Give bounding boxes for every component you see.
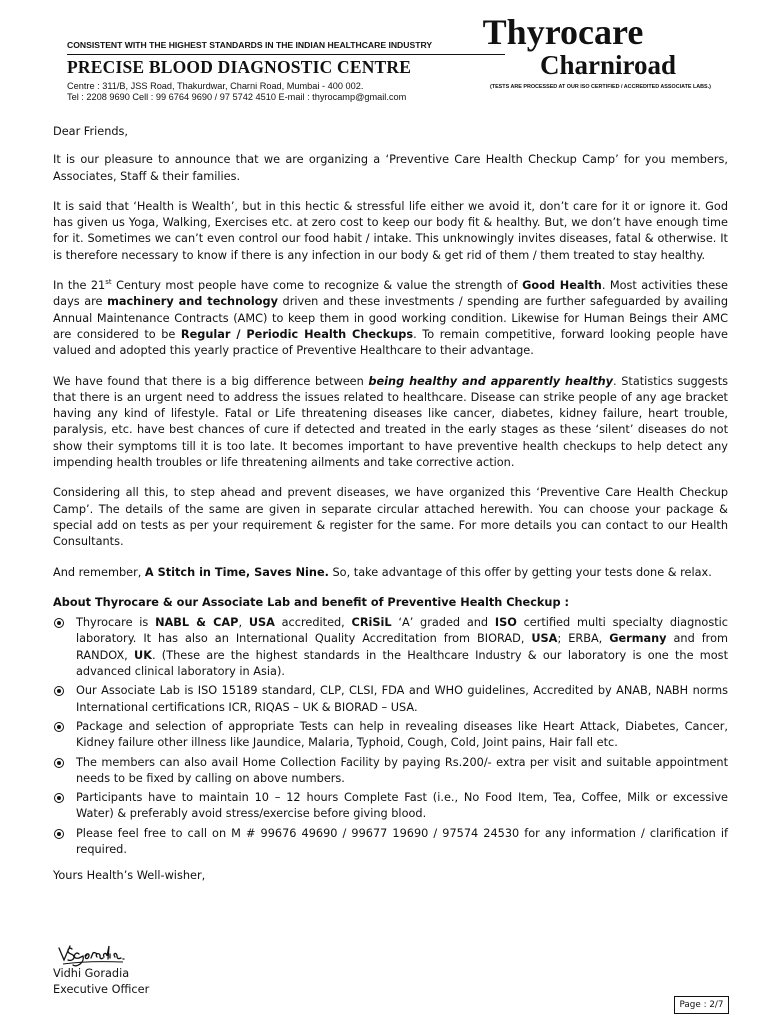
text: . (These are the highest standards in the Healthcare Industry & our laboratory is one the most advanced clinical laboratory in Asia). (76, 648, 728, 679)
text: And remember, (53, 565, 145, 579)
bold-text: USA (531, 632, 558, 646)
text: Century most people have come to recognize & value the strength of (111, 279, 523, 293)
text: . Statistics suggests that there is an urgent need to address the issues related to healthcare. Disease can strike people of any age bracket having any kind of lifestyle. Fatal or Life threatening diseases like cancer, diabetes, kidney failure, heart trouble, paralysis, etc. have best chances of cure if detected and treated in the early stages as these ‘silent’ diseases do not show their symptoms till it is too late. It becomes important to have preventive health checkups to help detect any impending health troubles or life threatening ailments and take corrective action. (53, 374, 729, 470)
text: accredited, (274, 616, 352, 630)
letterhead-tagline: CONSISTENT WITH THE HIGHEST STANDARDS IN THE INDIAN HEALTHCARE INDUSTRY (67, 40, 433, 50)
bold-text: NABL & CAP (155, 616, 239, 630)
signer-block (53, 966, 149, 999)
text: and from RANDOX, (76, 632, 728, 662)
bold-text: ISO (494, 616, 517, 630)
page-number: Page : 2/7 (674, 996, 729, 1014)
iso-note: (TESTS ARE PROCESSED AT OUR ISO CERTIFIED / ACCREDITED ASSOCIATE LABS.) (490, 84, 711, 90)
brand-logo-text: Thyrocare (482, 12, 644, 52)
centre-contact: Tel : 2208 9690 Cell : 99 6764 9690 / 97 5742 4510 E-mail : thyrocamp@gmail.com (67, 92, 407, 102)
salutation: Dear Friends, (53, 125, 129, 138)
superscript: st (105, 278, 112, 287)
text: The members can also avail Home Collection Facility by paying Rs.200/- extra per visit and suitable appointment needs to be fixed by calling on above numbers. (76, 755, 728, 785)
paragraph-intro: It is our pleasure to announce that we are organizing a ‘Preventive Care Health Checkup Camp’ for you members, Associates, Staff & their families. (53, 153, 728, 183)
letterhead (62, 14, 722, 106)
list-item (53, 719, 728, 752)
text: . Most activities these days are (53, 279, 728, 309)
letterhead-divider (67, 54, 505, 55)
text: Package and selection of appropriate Tests can help in revealing diseases like Heart Attack, Diabetes, Cancer, Kidney failure other illness like Jaundice, Malaria, Typhoid, Cough, Cold, Joint pains, Hair fall etc. (76, 719, 728, 750)
paragraph-remember (53, 565, 728, 581)
text: So, take advantage of this offer by getting your tests done & relax. (328, 565, 712, 579)
bold-text: UK (134, 648, 152, 662)
bold-text: USA (248, 616, 275, 630)
circle-bullet-icon (54, 829, 64, 839)
bold-text: A Stitch in Time, Saves Nine. (144, 565, 329, 579)
circle-bullet-icon (54, 793, 64, 803)
paragraph-difference (53, 374, 728, 472)
text: Thyrocare is (76, 616, 156, 630)
text: We have found that there is a big difference between (53, 374, 369, 388)
centre-name: PRECISE BLOOD DIAGNOSTIC CENTRE (67, 57, 412, 77)
circle-bullet-icon (54, 618, 64, 628)
branch-name: Charniroad (540, 50, 677, 80)
text: . To remain competitive, forward looking people have valued and adopted this yearly practice of Preventive Healthcare to their advantage. (53, 327, 728, 358)
text: Please feel free to call on M # 99676 49690 / 99677 19690 / 97574 24530 for any information / clarification if required. (76, 826, 728, 856)
paragraph-21st-century (53, 278, 728, 359)
bold-text: Good Health (522, 279, 602, 293)
closing: Yours Health’s Well-wisher, (53, 869, 206, 883)
text: driven and these investments / spending are further safeguarded by availing Annual Maintenance Contracts (AMC) to keep them in good working condition. Likewise for Human Beings their AMC are considered to be (53, 295, 728, 341)
signer-name: Vidhi Goradia (53, 967, 130, 980)
paragraph-health-wealth: It is said that ‘Health is Wealth’, but in this hectic & stressful life either we avoid it, don’t care for it or ignore it. God has given us Yoga, Walking, Exercises etc. at zero cost to keep our body fit & healthy. But, we don’t have enough time for it. Sometimes we can’t even control our food habit / intake. This unknowingly invites diseases, fatal & otherwise. It is therefore necessary to know if there is any infection in our body & get rid of them / them treated to stay healthy. (53, 199, 728, 262)
text: ‘A’ graded and (391, 616, 495, 630)
text: ; ERBA, (557, 632, 610, 646)
text: Participants have to maintain 10 – 12 hours Complete Fast (i.e., No Food Item, Tea, Coffee, Milk or excessive Water) & preferably avoid stress/exercise before giving blood. (76, 791, 728, 821)
list-item (53, 615, 728, 680)
letter-body (53, 124, 728, 897)
bold-text: Regular / Periodic Health Checkups (180, 327, 414, 341)
bold-italic-text: being healthy and apparently healthy (368, 374, 614, 388)
list-item (53, 790, 728, 823)
list-item (53, 755, 728, 788)
paragraph-camp-details: Considering all this, to step ahead and prevent diseases, we have organized this ‘Preventive Care Health Checkup Camp’. The details of the same are given in separate circular attached herewith. You can choose your package & special add on tests as per your requirement & register for the same. For more details you can contact to our Health Consultants. (53, 486, 728, 549)
text: certified multi specialty diagnostic laboratory. It has also an International Quality Accreditation from BIORAD, (76, 616, 728, 646)
bold-text: CRiSiL (351, 616, 392, 630)
list-item (53, 683, 728, 716)
bold-text: machinery and technology (107, 295, 278, 309)
text: Our Associate Lab is ISO 15189 standard, CLP, CLSI, FDA and WHO guidelines, Accredited by ANAB, NABH norms International certifications ICR, RIQAS – UK & BIORAD – USA. (76, 684, 728, 714)
circle-bullet-icon (54, 758, 64, 768)
circle-bullet-icon (54, 722, 64, 732)
text: In the 21 (53, 279, 106, 293)
benefits-list (53, 615, 728, 858)
circle-bullet-icon (54, 686, 64, 696)
text: , (238, 616, 249, 630)
list-item (53, 826, 728, 859)
about-heading (53, 595, 728, 611)
bold-text: Germany (609, 632, 667, 646)
signer-title: Executive Officer (53, 983, 150, 997)
heading-text: About Thyrocare & our Associate Lab and benefit of Preventive Health Checkup : (53, 595, 570, 609)
centre-address: Centre : 311/B, JSS Road, Thakurdwar, Charni Road, Mumbai - 400 002. (67, 81, 364, 91)
